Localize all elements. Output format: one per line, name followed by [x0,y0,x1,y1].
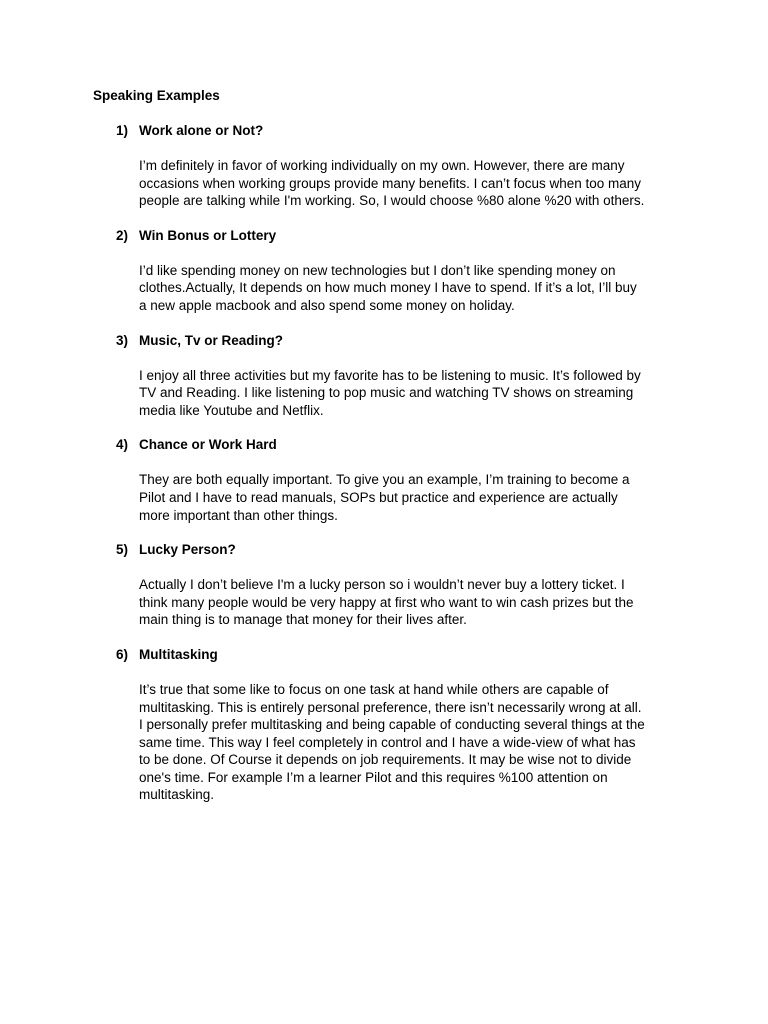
answer-line: TV and Reading. I like listening to pop music and watching TV shows on streaming [139,385,634,401]
answer-paragraph [139,576,768,629]
answer-paragraph [139,471,768,524]
answer-line: people are talking while I'm working. So, I would choose %80 alone %20 with others. [139,193,645,209]
question-number: 2) [116,227,129,243]
answer-line: multitasking. This is entirely personal preference, there isn’t necessarily wrong at all. [139,699,642,715]
question-text: Multitasking [139,646,218,662]
answer-line: Pilot and I have to read manuals, SOPs but practice and experience are actually [139,489,618,505]
question-number: 5) [116,542,129,558]
question-item [0,332,768,420]
answer-line: more important than other things. [139,507,338,523]
answer-line: It’s true that some like to focus on one task at hand while others are capable of [139,681,609,697]
question-text: Lucky Person? [139,542,236,558]
question-number: 3) [116,332,129,348]
question-number: 1) [116,123,129,138]
question-text: Win Bonus or Lottery [139,227,277,243]
answer-paragraph [139,681,768,804]
answer-paragraph [139,157,768,210]
answer-line: I personally prefer multitasking and being capable of conducting several things at the [139,717,645,733]
answer-line: media like Youtube and Netflix. [139,402,324,418]
question-item [0,541,768,629]
answer-paragraph [139,262,768,315]
answer-line: I enjoy all three activities but my favorite has to be listening to music. It’s followed by [139,367,641,383]
answer-line: They are both equally important. To give you an example, I’m training to become a [139,472,630,488]
answer-line: clothes.Actually, It depends on how much money I have to spend. If it’s a lot, I’ll buy [139,280,637,296]
question-list [0,122,768,821]
question-number: 4) [116,437,129,453]
answer-line: to be done. Of Course it depends on job requirements. It may be wise not to divide [139,752,632,768]
question-item [0,227,768,315]
question-heading [0,436,768,453]
question-text: Music, Tv or Reading? [139,332,284,348]
question-heading [0,122,768,139]
answer-line: main thing is to manage that money for their lives after. [139,612,467,628]
question-text: Chance or Work Hard [139,437,277,453]
answer-line: a new apple macbook and also spend some money on holiday. [139,297,515,313]
answer-line: multitasking. [139,787,215,803]
document-title: Speaking Examples [93,88,220,103]
question-number: 6) [116,646,129,662]
answer-line: occasions when working groups provide many benefits. I can’t focus when too many [139,175,642,191]
question-item [0,646,768,804]
answer-line: same time. This way I feel completely in control and I have a wide-view of what has [139,734,636,750]
answer-line: one's time. For example I’m a learner Pilot and this requires %100 attention on [139,769,608,785]
question-heading [0,541,768,558]
question-item [0,122,768,210]
answer-line: I’d like spending money on new technologies but I don’t like spending money on [139,262,616,278]
question-heading [0,646,768,663]
question-heading [0,332,768,349]
question-heading [0,227,768,244]
answer-paragraph [139,367,768,420]
question-text: Work alone or Not? [139,123,264,138]
answer-line: think many people would be very happy at first who want to win cash prizes but the [139,594,634,610]
answer-line: Actually I don’t believe I'm a lucky person so i wouldn’t never buy a lottery ticket. I [139,577,625,593]
question-item [0,436,768,524]
answer-line: I’m definitely in favor of working individually on my own. However, there are many [139,158,625,173]
